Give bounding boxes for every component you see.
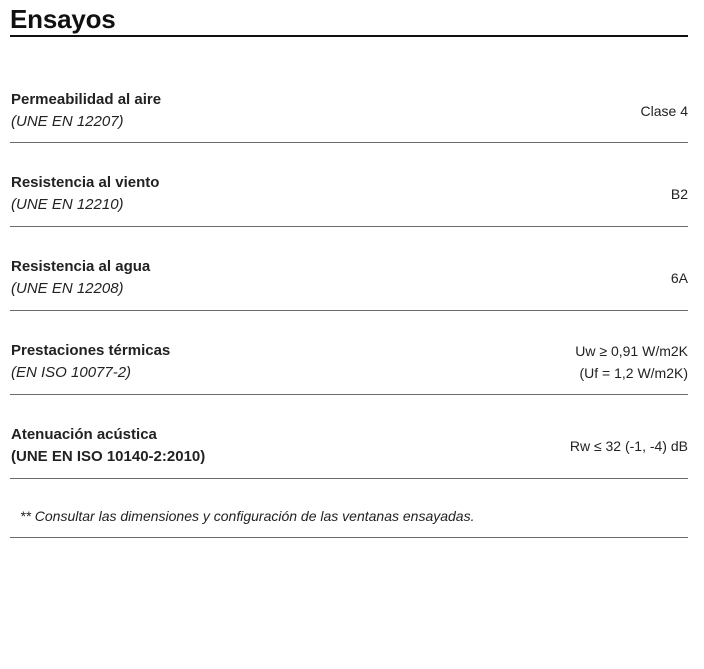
test-row-air-permeability	[10, 60, 688, 143]
test-label: Atenuación acústica	[11, 426, 157, 443]
test-standard: (UNE EN 12208)	[11, 280, 124, 297]
test-row-acoustic-attenuation	[10, 395, 688, 479]
footnote: ** Consultar las dimensiones y configuración de las ventanas ensayadas.	[20, 508, 475, 524]
test-value: 6A	[670, 270, 688, 286]
footnote-divider	[10, 537, 688, 538]
test-value-primary: Uw ≥ 0,91 W/m2K	[575, 343, 688, 359]
tests-section	[10, 0, 688, 524]
test-standard: (UNE EN 12210)	[11, 196, 124, 213]
test-standard: (EN ISO 10077-2)	[11, 364, 132, 381]
test-value: Clase 4	[640, 103, 688, 119]
test-label: Resistencia al viento	[11, 174, 160, 191]
test-value: Rw ≤ 32 (-1, -4) dB	[569, 438, 688, 454]
tests-list	[10, 37, 688, 479]
test-value: B2	[670, 186, 688, 202]
test-row-thermal-performance	[10, 311, 688, 395]
test-standard: (UNE EN ISO 10140-2:2010)	[11, 448, 206, 465]
test-label: Resistencia al agua	[11, 258, 151, 275]
test-standard: (UNE EN 12207)	[11, 113, 124, 130]
section-title: Ensayos	[10, 4, 116, 34]
test-row-water-resistance	[10, 227, 688, 311]
test-value	[575, 340, 688, 384]
test-label: Prestaciones térmicas	[11, 342, 171, 359]
test-value-secondary: (Uf = 1,2 W/m2K)	[579, 365, 688, 381]
test-row-wind-resistance	[10, 143, 688, 227]
test-label: Permeabilidad al aire	[11, 91, 162, 108]
